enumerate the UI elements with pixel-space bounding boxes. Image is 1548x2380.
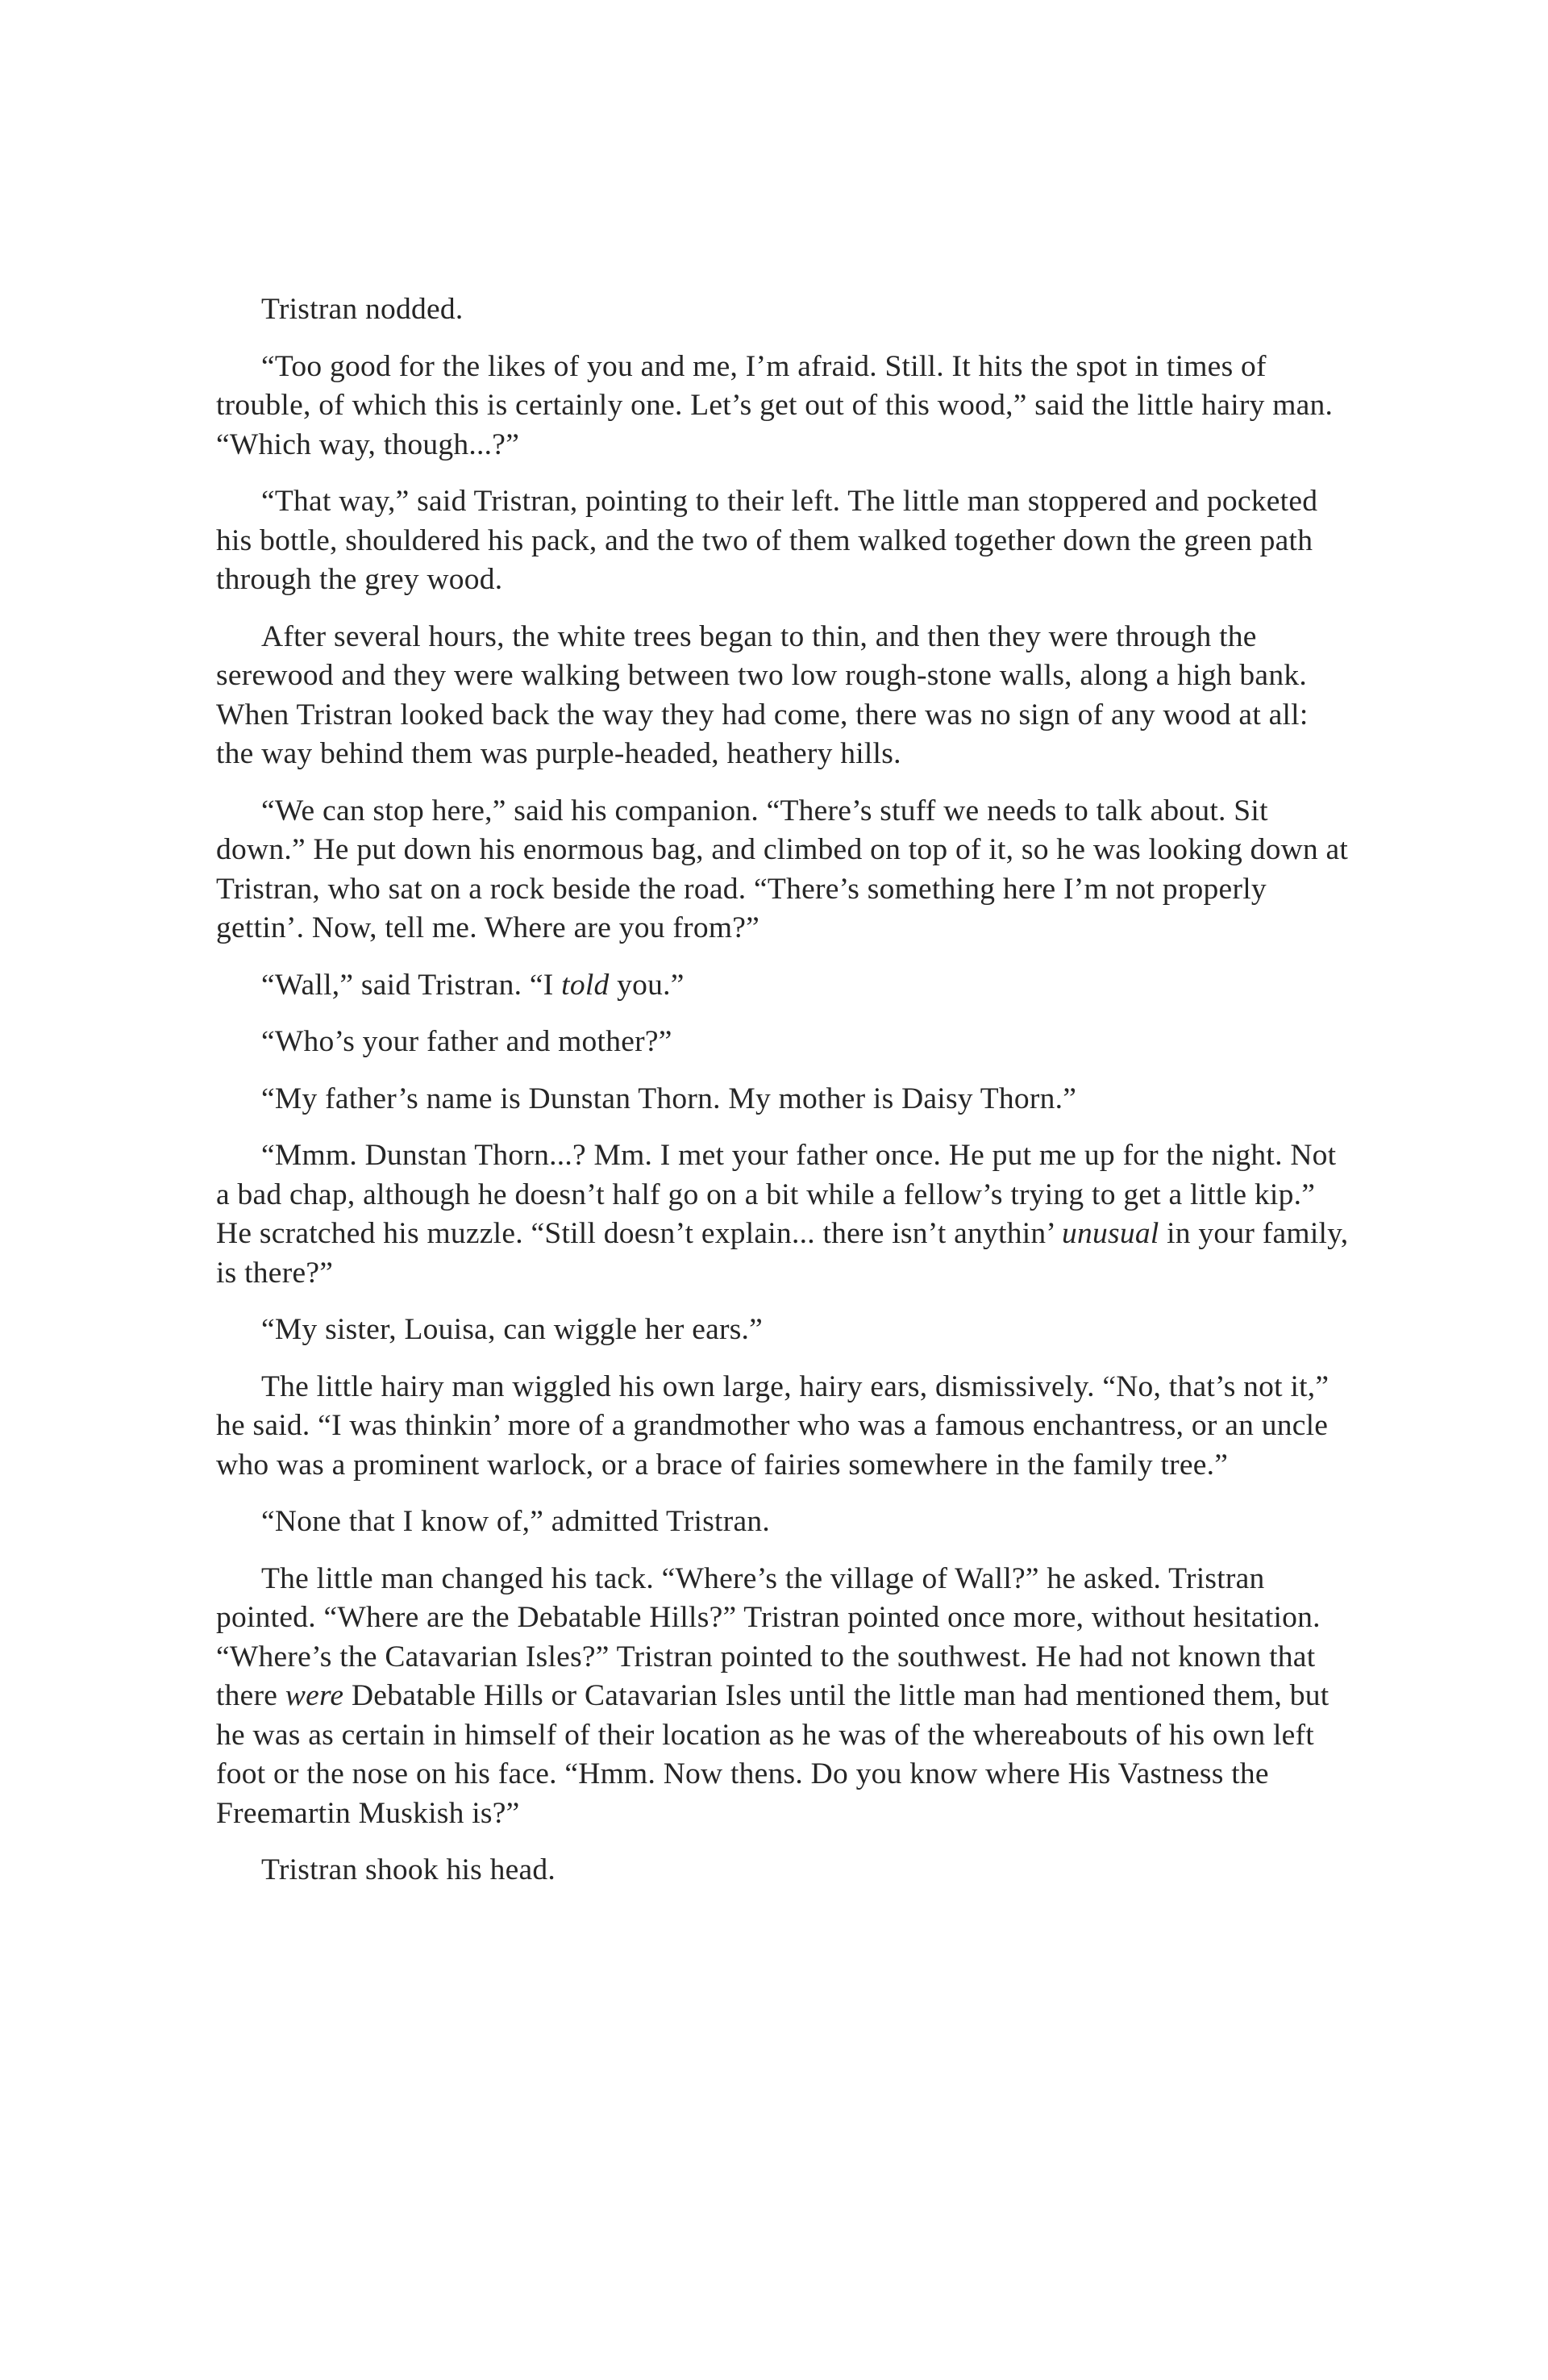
paragraph: “Who’s your father and mother?” xyxy=(261,1025,672,1058)
paragraph: “My father’s name is Dunstan Thorn. My mother is Daisy Thorn.” xyxy=(261,1082,1077,1115)
paragraph: “Too good for the likes of you and me, I’m afraid. Still. It hits the spot in times of trouble, of which this is certainly one. Let’s get out of this wood,” said the little hairy man. “Which way, though...?” xyxy=(216,349,1334,461)
paragraph: “Mmm. Dunstan Thorn...? Mm. I met your father once. He put me up for the night. Not a bad chap, although he doesn’t half go on a bit while a fellow’s trying to get a little kip.” He scratched his muzzle. “Still doesn’t explain... there isn’t anythin’ unusual in your family, is there?” xyxy=(216,1139,1349,1290)
paragraph: After several hours, the white trees began to thin, and then they were through the serewood and they were walking between two low rough-stone walls, along a high bank. When Tristran looked back the way they had come, there was no sign of any wood at all: the way behind them was purple-headed, heathery hills. xyxy=(216,619,1309,770)
paragraph: The little hairy man wiggled his own large, hairy ears, dismissively. “No, that’s not it,” he said. “I was thinkin’ more of a grandmother who was a famous enchantress, or an uncle who was a prominent warlock, or a brace of fairies somewhere in the family tree.” xyxy=(216,1369,1330,1482)
paragraph: Tristran nodded. xyxy=(261,293,464,326)
italic-emphasis: were xyxy=(285,1679,344,1712)
italic-emphasis: told xyxy=(561,968,610,1002)
paragraph: “We can stop here,” said his companion. “There’s stuff we needs to talk about. Sit down.” He put down his enormous bag, and climbed on top of it, so he was looking down at Tristran, who sat on a rock beside the road. “There’s something here I’m not properly gettin’. Now, tell me. Where are you from?” xyxy=(216,794,1349,944)
paragraph: Tristran shook his head. xyxy=(261,1853,556,1886)
paragraph: “Wall,” said Tristran. “I told you.” xyxy=(261,968,685,1002)
paragraph: “My sister, Louisa, can wiggle her ears.” xyxy=(261,1313,764,1346)
page-body-text xyxy=(216,290,1349,1908)
paragraph: “None that I know of,” admitted Tristran. xyxy=(261,1505,770,1538)
italic-emphasis: unusual xyxy=(1061,1217,1159,1250)
paragraph: The little man changed his tack. “Where’s the village of Wall?” he asked. Tristran pointed. “Where are the Debatable Hills?” Tristran pointed once more, without hesitation. “Where’s the Catavarian Isles?” Tristran pointed to the southwest. He had not known that there were Debatable Hills or Catavarian Isles until the little man had mentioned them, but he was as certain in himself of their location as he was of the whereabouts of his own left foot or the nose on his face. “Hmm. Now thens. Do you know where His Vastness the Freemartin Muskish is?” xyxy=(216,1561,1330,1830)
paragraph: “That way,” said Tristran, pointing to their left. The little man stoppered and pocketed his bottle, shouldered his pack, and the two of them walked together down the green path through the grey wood. xyxy=(216,485,1318,596)
